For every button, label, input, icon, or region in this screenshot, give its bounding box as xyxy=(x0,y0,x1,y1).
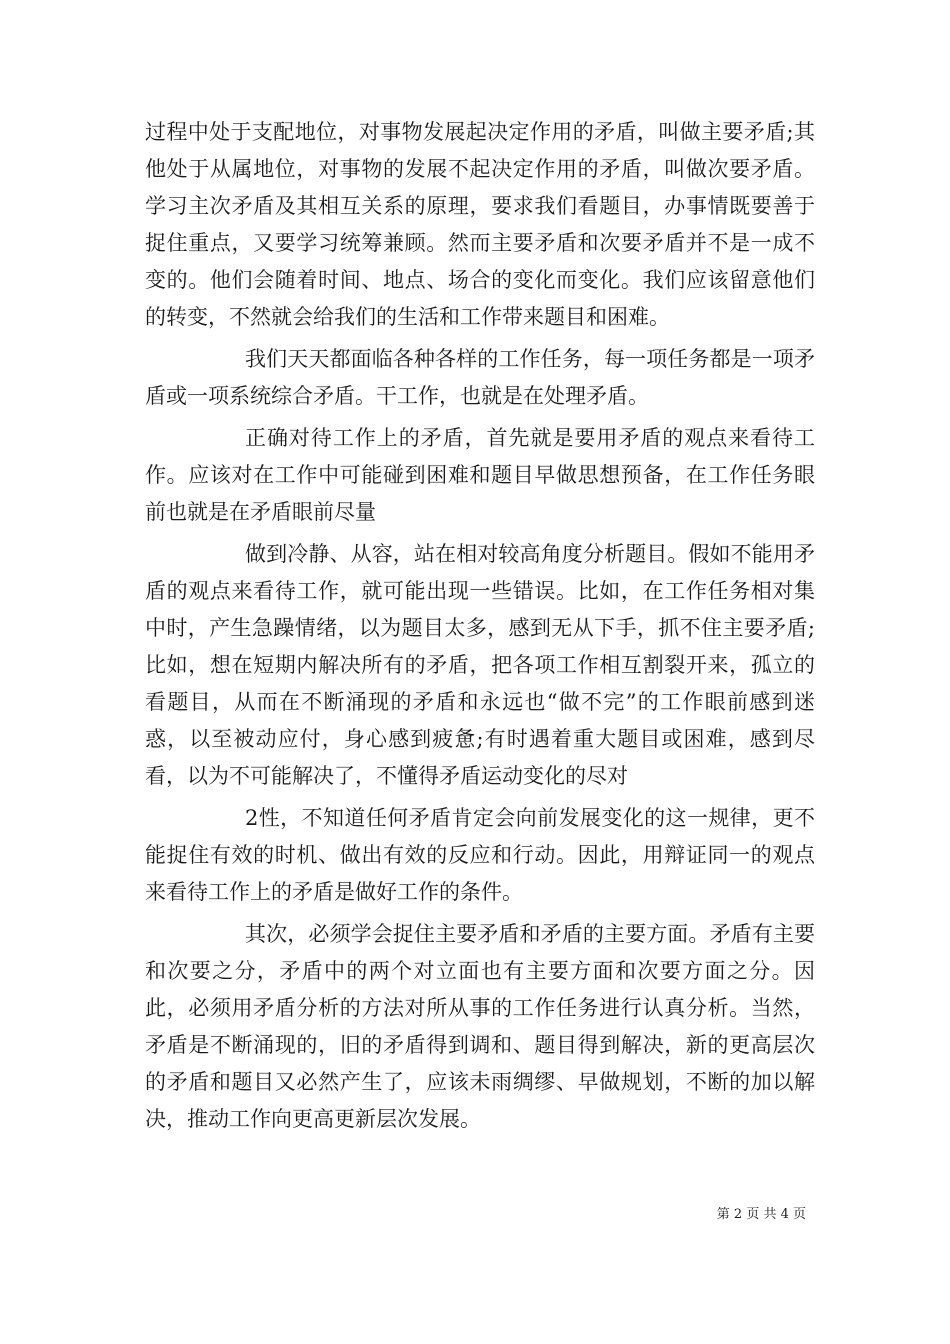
paragraph-4: 做到冷静、从容，站在相对较高角度分析题目。假如不能用矛盾的观点来看待工作，就可能出现一些错误。比如，在工作任务相对集中时，产生急躁情绪，以为题目太多，感到无从下手，抓不住主要矛盾;比如，想在短期内解决所有的矛盾，把各项工作相互割裂开来，孤立的看题目，从而在不断涌现的矛盾和永远也“做不完”的工作眼前感到迷惑，以至被动应付，身心感到疲惫;有时遇着重大题目或困难，感到尽看，以为不可能解决了，不懂得矛盾运动变化的尽对 xyxy=(145,542,815,788)
paragraph-2: 我们天天都面临各种各样的工作任务，每一项任务都是一项矛盾或一项系统综合矛盾。干工作，也就是在处理矛盾。 xyxy=(145,347,815,408)
paragraph-3: 正确对待工作上的矛盾，首先就是要用矛盾的观点来看待工作。应该对在工作中可能碰到困难和题目早做思想预备，在工作任务眼前也就是在矛盾眼前尽量 xyxy=(145,426,815,524)
document-body xyxy=(145,114,815,1138)
page-number-footer: 第 2 页 共 4 页 xyxy=(716,1207,806,1222)
paragraph-5: 2性，不知道任何矛盾肯定会向前发展变化的这一规律，更不能捉住有效的时机、做出有效的反应和行动。因此，用辩证同一的观点来看待工作上的矛盾是做好工作的条件。 xyxy=(145,806,815,904)
paragraph-1: 过程中处于支配地位，对事物发展起决定作用的矛盾，叫做主要矛盾;其他处于从属地位，对事物的发展不起决定作用的矛盾，叫做次要矛盾。学习主次矛盾及其相互关系的原理，要求我们看题目，办事情既要善于捉住重点，又要学习统筹兼顾。然而主要矛盾和次要矛盾并不是一成不变的。他们会随着时间、地点、场合的变化而变化。我们应该留意他们的转变，不然就会给我们的生活和工作带来题目和困难。 xyxy=(145,120,815,329)
paragraph-6: 其次，必须学会捉住主要矛盾和矛盾的主要方面。矛盾有主要和次要之分，矛盾中的两个对立面也有主要方面和次要方面之分。因此，必须用矛盾分析的方法对所从事的工作任务进行认真分析。当然，矛盾是不断涌现的，旧的矛盾得到调和、题目得到解决，新的更高层次的矛盾和题目又必然产生了，应该未雨绸缪、早做规划，不断的加以解决，推动工作向更高更新层次发展。 xyxy=(145,922,815,1131)
